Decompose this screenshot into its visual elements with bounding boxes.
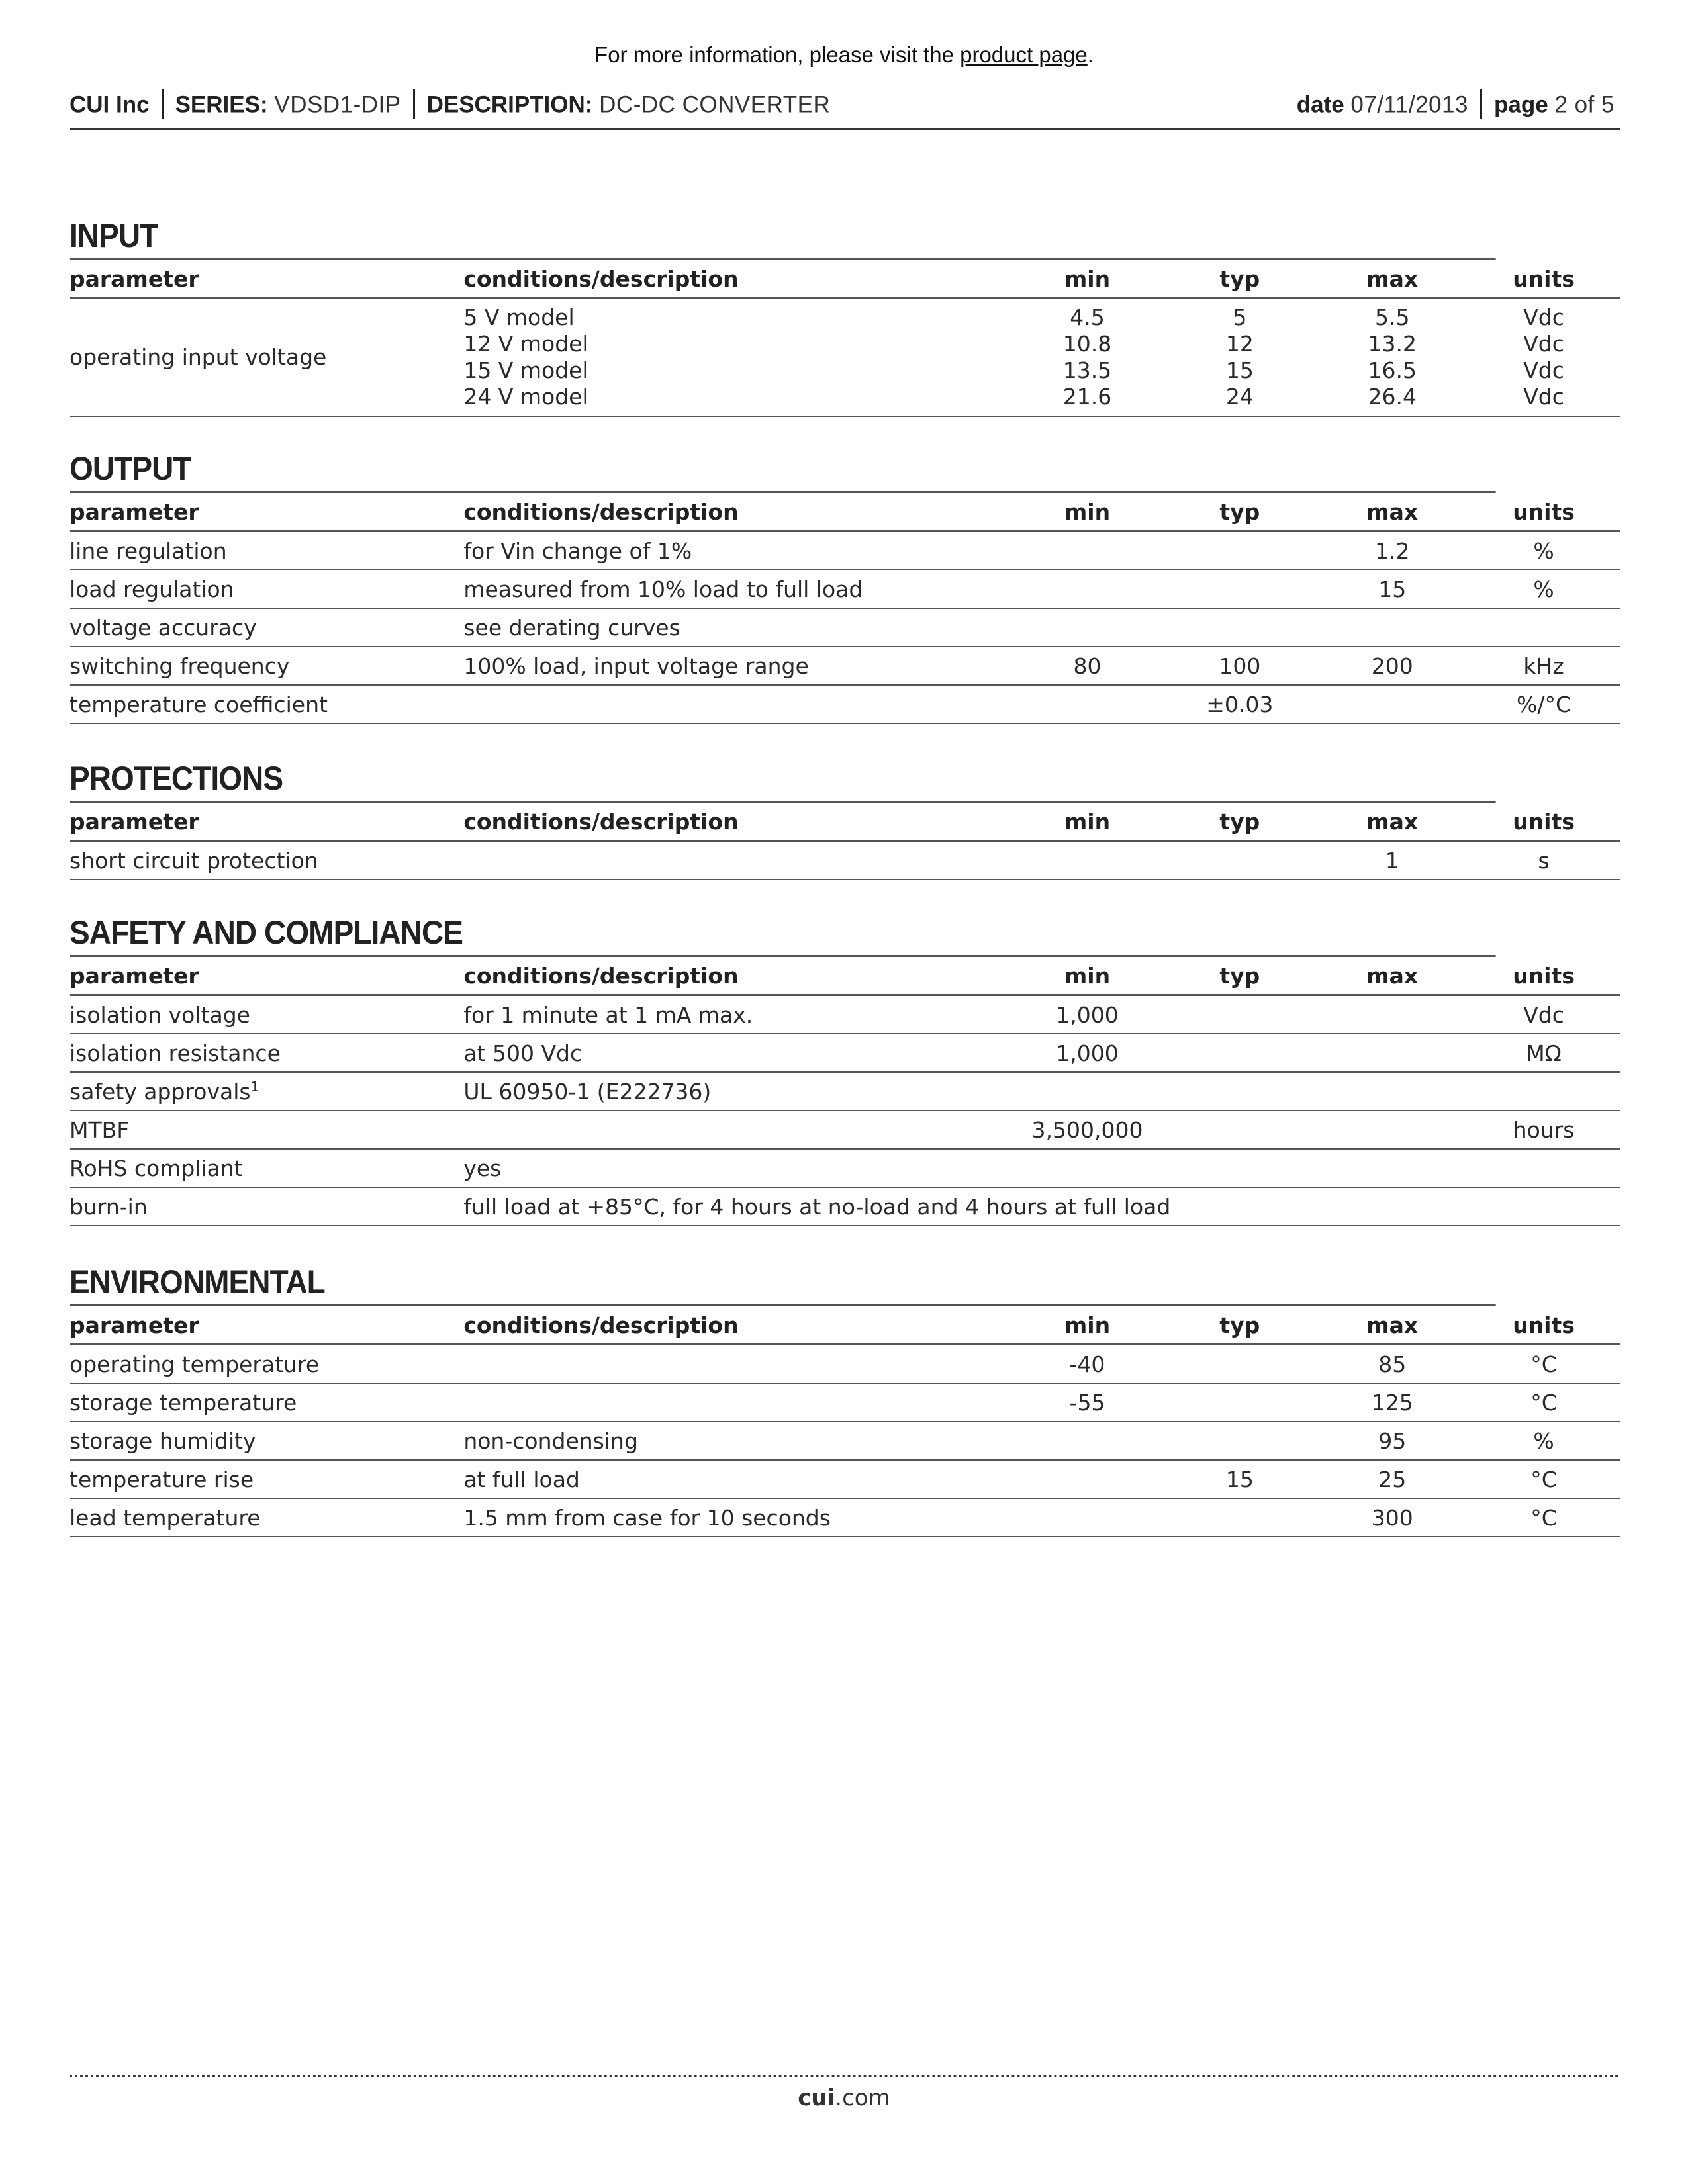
table-row [70, 608, 1620, 647]
typ-cell: 100 [1162, 647, 1317, 685]
product-info-note [0, 42, 1688, 68]
conditions-cell [463, 1111, 1011, 1149]
table-row [70, 1383, 1620, 1422]
min-cell: 3,500,000 [1012, 1111, 1163, 1149]
conditions-cell: 100% load, input voltage range [463, 647, 1011, 685]
typ-cell [1162, 531, 1317, 570]
input-table [70, 260, 1620, 417]
parameter-cell: storage humidity [70, 1422, 463, 1460]
max-cell [1317, 995, 1468, 1034]
column-header-typ: typ [1162, 1306, 1317, 1345]
min-cell [1012, 841, 1163, 880]
column-header-min: min [1012, 493, 1163, 531]
table-header-row [70, 957, 1620, 995]
conditions-cell: yes [463, 1149, 1011, 1187]
table-row [70, 570, 1620, 608]
protections-section [70, 756, 1620, 880]
column-header-conditions: conditions/description [463, 493, 1011, 531]
units-cell: s [1468, 841, 1620, 880]
typ-cell [1162, 1034, 1317, 1072]
max-cell: 1.2 [1317, 531, 1468, 570]
parameter-cell: line regulation [70, 531, 463, 570]
parameter-cell: temperature rise [70, 1460, 463, 1498]
min-cell: 80 [1012, 647, 1163, 685]
min-cell [1012, 1149, 1163, 1187]
units-cell: °C [1468, 1383, 1620, 1422]
page-label: page [1493, 91, 1548, 118]
column-header-typ: typ [1162, 260, 1317, 298]
units-cell: hours [1468, 1111, 1620, 1149]
table-row [70, 841, 1620, 880]
parameter-cell: isolation resistance [70, 1034, 463, 1072]
document-header [70, 88, 1620, 130]
min-cell [1012, 531, 1163, 570]
conditions-cell: measured from 10% load to full load [463, 570, 1011, 608]
units-cell: °C [1468, 1345, 1620, 1384]
column-header-parameter: parameter [70, 260, 463, 298]
parameter-cell: voltage accuracy [70, 608, 463, 647]
column-header-conditions: conditions/description [463, 803, 1011, 841]
conditions-cell [463, 685, 1011, 723]
units-cell: Vdc [1468, 995, 1620, 1034]
table-row [70, 1072, 1620, 1111]
input-section [70, 213, 1620, 417]
conditions-cell: at full load [463, 1460, 1011, 1498]
parameter-cell: safety approvals$^1$ [70, 1072, 463, 1111]
conditions-cell: full load at +85°C, for 4 hours at no-load and 4 hours at full load [463, 1187, 1620, 1226]
column-header-typ: typ [1162, 957, 1317, 995]
safety-table [70, 957, 1620, 1226]
column-header-units: units [1468, 957, 1620, 995]
parameter-cell: isolation voltage [70, 995, 463, 1034]
typ-cell [1162, 1072, 1317, 1111]
units-cell: kHz [1468, 647, 1620, 685]
environmental-table [70, 1306, 1620, 1537]
info-text: For more information, please visit the [594, 42, 961, 67]
conditions-cell [463, 1383, 1011, 1422]
typ-cell [1162, 841, 1317, 880]
protections-table [70, 803, 1620, 880]
table-row [70, 995, 1620, 1034]
environmental-section [70, 1259, 1620, 1537]
units-cell: °C [1468, 1498, 1620, 1537]
column-header-max: max [1317, 803, 1468, 841]
parameter-cell: burn-in [70, 1187, 463, 1226]
column-header-min: min [1012, 957, 1163, 995]
max-cell: 200 [1317, 647, 1468, 685]
column-header-max: max [1317, 1306, 1468, 1345]
section-title: ENVIRONMENTAL [70, 1259, 1496, 1306]
output-section [70, 446, 1620, 724]
max-cell: 95 [1317, 1422, 1468, 1460]
max-cell [1317, 608, 1468, 647]
table-row [70, 647, 1620, 685]
units-cell: °C [1468, 1460, 1620, 1498]
section-title: OUTPUT [70, 446, 1496, 493]
table-row [70, 1345, 1620, 1384]
table-row [70, 685, 1620, 723]
typ-cell [1162, 1498, 1317, 1537]
conditions-cell: non-condensing [463, 1422, 1011, 1460]
output-table [70, 493, 1620, 724]
series-label: SERIES: [175, 91, 268, 118]
footer-divider [70, 2075, 1620, 2077]
column-header-min: min [1012, 260, 1163, 298]
parameter-cell: switching frequency [70, 647, 463, 685]
column-header-typ: typ [1162, 493, 1317, 531]
max-cell: 300 [1317, 1498, 1468, 1537]
table-header-row [70, 260, 1620, 298]
min-cell: 1,000 [1012, 995, 1163, 1034]
min-cell: -55 [1012, 1383, 1163, 1422]
conditions-cell: at 500 Vdc [463, 1034, 1011, 1072]
max-cell: 15 [1317, 570, 1468, 608]
info-end: . [1087, 42, 1094, 67]
column-header-min: min [1012, 803, 1163, 841]
column-header-max: max [1317, 260, 1468, 298]
section-title: INPUT [70, 213, 1496, 260]
column-header-typ: typ [1162, 803, 1317, 841]
column-header-units: units [1468, 1306, 1620, 1345]
min-cell [1012, 685, 1163, 723]
min-cell: 4.5 10.8 13.5 21.6 [1012, 298, 1163, 417]
min-cell [1012, 570, 1163, 608]
series-value: VDSD1-DIP [274, 91, 401, 118]
column-header-conditions: conditions/description [463, 957, 1011, 995]
units-cell: %/°C [1468, 685, 1620, 723]
typ-cell: ±0.03 [1162, 685, 1317, 723]
conditions-cell [463, 1345, 1011, 1384]
description-value: DC-DC CONVERTER [599, 91, 831, 118]
table-header-row [70, 803, 1620, 841]
description-label: DESCRIPTION: [426, 91, 593, 118]
max-cell: 1 [1317, 841, 1468, 880]
typ-cell [1162, 1383, 1317, 1422]
max-cell [1317, 1111, 1468, 1149]
units-cell: % [1468, 531, 1620, 570]
footnote-marker: 1 [250, 1078, 259, 1095]
units-cell: % [1468, 570, 1620, 608]
parameter-cell: temperature coefficient [70, 685, 463, 723]
table-row [70, 1034, 1620, 1072]
conditions-cell: see derating curves [463, 608, 1011, 647]
table-row [70, 1111, 1620, 1149]
parameter-cell: operating input voltage [70, 298, 463, 417]
conditions-cell: 1.5 mm from case for 10 seconds [463, 1498, 1011, 1537]
parameter-cell: storage temperature [70, 1383, 463, 1422]
section-title: SAFETY AND COMPLIANCE [70, 910, 1496, 957]
min-cell [1012, 1422, 1163, 1460]
column-header-conditions: conditions/description [463, 260, 1011, 298]
units-cell [1468, 1149, 1620, 1187]
units-cell [1468, 608, 1620, 647]
conditions-cell: for Vin change of 1% [463, 531, 1011, 570]
min-cell: 1,000 [1012, 1034, 1163, 1072]
column-header-conditions: conditions/description [463, 1306, 1011, 1345]
typ-cell: 5 12 15 24 [1162, 298, 1317, 417]
column-header-min: min [1012, 1306, 1163, 1345]
typ-cell [1162, 608, 1317, 647]
column-header-units: units [1468, 803, 1620, 841]
table-row [70, 1422, 1620, 1460]
min-cell [1012, 1072, 1163, 1111]
typ-cell [1162, 1111, 1317, 1149]
table-row [70, 298, 1620, 417]
table-row [70, 1149, 1620, 1187]
column-header-parameter: parameter [70, 493, 463, 531]
typ-cell: 15 [1162, 1460, 1317, 1498]
max-cell [1317, 1149, 1468, 1187]
column-header-units: units [1468, 493, 1620, 531]
typ-cell [1162, 570, 1317, 608]
column-header-parameter: parameter [70, 803, 463, 841]
column-header-parameter: parameter [70, 957, 463, 995]
conditions-cell: for 1 minute at 1 mA max. [463, 995, 1011, 1034]
units-cell: MΩ [1468, 1034, 1620, 1072]
company-name: CUI Inc [70, 91, 150, 118]
typ-cell [1162, 1149, 1317, 1187]
table-row [70, 1498, 1620, 1537]
page-value: 2 of 5 [1554, 91, 1615, 118]
max-cell [1317, 1034, 1468, 1072]
product-page-link[interactable]: product page [960, 42, 1088, 67]
table-row [70, 531, 1620, 570]
max-cell: 125 [1317, 1383, 1468, 1422]
typ-cell [1162, 1422, 1317, 1460]
max-cell [1317, 1072, 1468, 1111]
column-header-max: max [1317, 957, 1468, 995]
column-header-units: units [1468, 260, 1620, 298]
parameter-cell: MTBF [70, 1111, 463, 1149]
max-cell: 25 [1317, 1460, 1468, 1498]
safety-section [70, 910, 1620, 1226]
max-cell: 85 [1317, 1345, 1468, 1384]
conditions-cell: 5 V model 12 V model 15 V model 24 V model [463, 298, 1011, 417]
min-cell [1012, 1498, 1163, 1537]
typ-cell [1162, 995, 1317, 1034]
min-cell: -40 [1012, 1345, 1163, 1384]
table-header-row [70, 493, 1620, 531]
conditions-cell [463, 841, 1011, 880]
units-cell: Vdc Vdc Vdc Vdc [1468, 298, 1620, 417]
max-cell [1317, 685, 1468, 723]
parameter-cell: short circuit protection [70, 841, 463, 880]
units-cell: % [1468, 1422, 1620, 1460]
units-cell [1468, 1072, 1620, 1111]
parameter-cell: operating temperature [70, 1345, 463, 1384]
parameter-cell: load regulation [70, 570, 463, 608]
column-header-parameter: parameter [70, 1306, 463, 1345]
date-value: 07/11/2013 [1350, 91, 1468, 118]
table-row [70, 1460, 1620, 1498]
max-cell: 5.5 13.2 16.5 26.4 [1317, 298, 1468, 417]
min-cell [1012, 608, 1163, 647]
typ-cell [1162, 1345, 1317, 1384]
section-title: PROTECTIONS [70, 756, 1496, 803]
min-cell [1012, 1460, 1163, 1498]
conditions-cell: UL 60950-1 (E222736) [463, 1072, 1011, 1111]
date-label: date [1296, 91, 1344, 118]
table-header-row [70, 1306, 1620, 1345]
parameter-cell: lead temperature [70, 1498, 463, 1537]
table-row [70, 1187, 1620, 1226]
parameter-cell: RoHS compliant [70, 1149, 463, 1187]
column-header-max: max [1317, 493, 1468, 531]
footer-url[interactable]: cui.com [798, 2085, 890, 2111]
